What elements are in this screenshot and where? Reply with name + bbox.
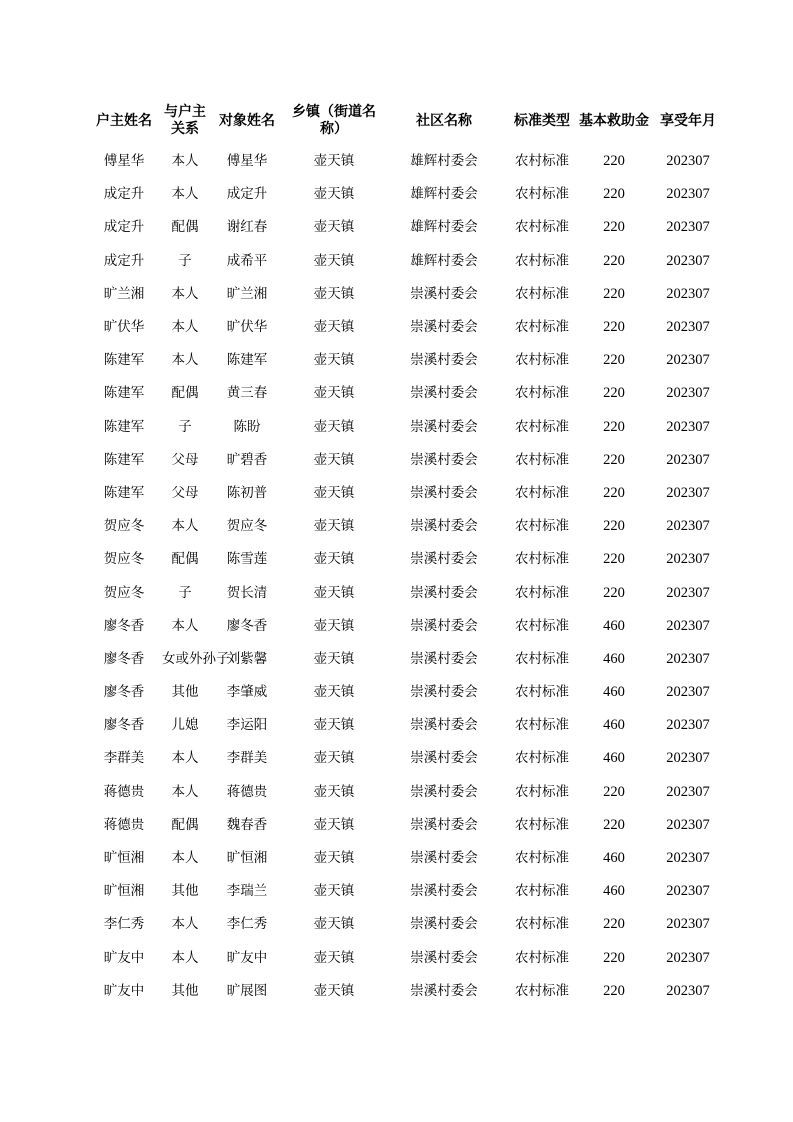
cell-month: 202307	[666, 385, 710, 402]
cell-huzhu: 旷恒湘	[103, 883, 145, 900]
cell-standard: 农村标准	[515, 717, 569, 734]
cell-amount: 460	[603, 750, 625, 767]
cell-object: 傅星华	[226, 153, 268, 170]
table-row	[86, 245, 726, 278]
cell-standard: 农村标准	[515, 584, 569, 601]
cell-amount: 220	[603, 219, 625, 236]
cell-amount: 220	[603, 252, 625, 269]
cell-month: 202307	[666, 252, 710, 269]
cell-huzhu: 陈建军	[103, 451, 145, 468]
cell-huzhu: 蒋德贵	[103, 816, 145, 833]
cell-standard: 农村标准	[515, 285, 569, 302]
cell-amount: 220	[603, 783, 625, 800]
cell-standard: 农村标准	[515, 816, 569, 833]
cell-month: 202307	[666, 186, 710, 203]
cell-town: 壶天镇	[313, 219, 355, 236]
cell-month: 202307	[666, 451, 710, 468]
cell-object: 旷友中	[226, 949, 268, 966]
cell-object: 刘紫馨	[226, 650, 268, 667]
table-row	[86, 145, 726, 178]
cell-huzhu: 旷友中	[103, 949, 145, 966]
cell-community: 雄辉村委会	[410, 153, 478, 170]
cell-object: 旷碧香	[226, 451, 268, 468]
table-header	[86, 97, 726, 145]
cell-relation: 其他	[171, 883, 199, 900]
cell-standard: 农村标准	[515, 418, 569, 435]
cell-month: 202307	[666, 916, 710, 933]
cell-month: 202307	[666, 783, 710, 800]
cell-amount: 220	[603, 816, 625, 833]
cell-month: 202307	[666, 352, 710, 369]
table-row	[86, 776, 726, 809]
table-row	[86, 842, 726, 875]
cell-community: 崇溪村委会	[410, 418, 478, 435]
cell-amount: 220	[603, 418, 625, 435]
cell-standard: 农村标准	[515, 319, 569, 336]
cell-standard: 农村标准	[515, 916, 569, 933]
header-community: 社区名称	[416, 112, 472, 129]
cell-standard: 农村标准	[515, 949, 569, 966]
cell-community: 崇溪村委会	[410, 883, 478, 900]
table-row	[86, 444, 726, 477]
cell-relation: 父母	[171, 451, 199, 468]
cell-town: 壶天镇	[313, 319, 355, 336]
cell-relation: 本人	[171, 518, 199, 535]
cell-huzhu: 陈建军	[103, 484, 145, 501]
cell-month: 202307	[666, 484, 710, 501]
cell-town: 壶天镇	[313, 551, 355, 568]
cell-huzhu: 蒋德贵	[103, 783, 145, 800]
cell-town: 壶天镇	[313, 186, 355, 203]
cell-amount: 220	[603, 584, 625, 601]
table-row	[86, 676, 726, 709]
cell-month: 202307	[666, 650, 710, 667]
cell-standard: 农村标准	[515, 352, 569, 369]
cell-town: 壶天镇	[313, 949, 355, 966]
cell-month: 202307	[666, 551, 710, 568]
cell-month: 202307	[666, 949, 710, 966]
cell-town: 壶天镇	[313, 684, 355, 701]
table-row	[86, 178, 726, 211]
cell-community: 雄辉村委会	[410, 186, 478, 203]
table-row	[86, 709, 726, 742]
cell-object: 魏春香	[226, 816, 268, 833]
cell-huzhu: 成定升	[103, 219, 145, 236]
cell-community: 崇溪村委会	[410, 385, 478, 402]
cell-huzhu: 陈建军	[103, 352, 145, 369]
cell-town: 壶天镇	[313, 617, 355, 634]
cell-town: 壶天镇	[313, 850, 355, 867]
cell-month: 202307	[666, 584, 710, 601]
cell-standard: 农村标准	[515, 850, 569, 867]
cell-huzhu: 廖冬香	[103, 717, 145, 734]
header-huzhu: 户主姓名	[96, 112, 152, 129]
table-row	[86, 875, 726, 908]
cell-community: 崇溪村委会	[410, 285, 478, 302]
table-row	[86, 543, 726, 576]
cell-object: 成定升	[226, 186, 268, 203]
cell-town: 壶天镇	[313, 484, 355, 501]
cell-month: 202307	[666, 750, 710, 767]
cell-town: 壶天镇	[313, 650, 355, 667]
cell-object: 贺长清	[226, 584, 268, 601]
table-row	[86, 975, 726, 1008]
cell-town: 壶天镇	[313, 783, 355, 800]
cell-amount: 460	[603, 684, 625, 701]
cell-relation: 其他	[171, 684, 199, 701]
cell-standard: 农村标准	[515, 684, 569, 701]
cell-object: 旷兰湘	[226, 285, 268, 302]
table-row	[86, 211, 726, 244]
cell-relation: 本人	[171, 352, 199, 369]
cell-community: 崇溪村委会	[410, 684, 478, 701]
cell-object: 李群美	[226, 750, 268, 767]
cell-month: 202307	[666, 617, 710, 634]
table-row	[86, 411, 726, 444]
cell-community: 崇溪村委会	[410, 484, 478, 501]
table-row	[86, 278, 726, 311]
cell-standard: 农村标准	[515, 883, 569, 900]
cell-relation: 子	[178, 418, 192, 435]
cell-town: 壶天镇	[313, 883, 355, 900]
cell-month: 202307	[666, 518, 710, 535]
cell-month: 202307	[666, 684, 710, 701]
cell-month: 202307	[666, 219, 710, 236]
cell-standard: 农村标准	[515, 484, 569, 501]
cell-object: 李瑞兰	[226, 883, 268, 900]
cell-huzhu: 旷兰湘	[103, 285, 145, 302]
cell-relation: 本人	[171, 186, 199, 203]
cell-object: 陈建军	[226, 352, 268, 369]
cell-relation: 本人	[171, 319, 199, 336]
cell-object: 贺应冬	[226, 518, 268, 535]
header-standard: 标准类型	[514, 112, 570, 129]
cell-standard: 农村标准	[515, 783, 569, 800]
cell-standard: 农村标准	[515, 518, 569, 535]
cell-community: 雄辉村委会	[410, 252, 478, 269]
cell-standard: 农村标准	[515, 219, 569, 236]
table-row	[86, 477, 726, 510]
table-row	[86, 942, 726, 975]
cell-town: 壶天镇	[313, 153, 355, 170]
header-object: 对象姓名	[219, 112, 275, 129]
cell-huzhu: 旷恒湘	[103, 850, 145, 867]
table-row	[86, 809, 726, 842]
cell-town: 壶天镇	[313, 285, 355, 302]
cell-huzhu: 成定升	[103, 252, 145, 269]
cell-amount: 220	[603, 352, 625, 369]
cell-amount: 220	[603, 385, 625, 402]
cell-relation: 配偶	[171, 219, 199, 236]
table-row	[86, 908, 726, 941]
cell-relation: 配偶	[171, 816, 199, 833]
cell-huzhu: 陈建军	[103, 418, 145, 435]
cell-amount: 460	[603, 617, 625, 634]
cell-standard: 农村标准	[515, 750, 569, 767]
cell-community: 崇溪村委会	[410, 850, 478, 867]
cell-standard: 农村标准	[515, 650, 569, 667]
cell-community: 崇溪村委会	[410, 319, 478, 336]
cell-town: 壶天镇	[313, 451, 355, 468]
cell-huzhu: 陈建军	[103, 385, 145, 402]
cell-amount: 220	[603, 153, 625, 170]
cell-town: 壶天镇	[313, 816, 355, 833]
cell-town: 壶天镇	[313, 750, 355, 767]
cell-amount: 220	[603, 518, 625, 535]
cell-relation: 本人	[171, 285, 199, 302]
cell-community: 崇溪村委会	[410, 982, 478, 999]
cell-month: 202307	[666, 418, 710, 435]
cell-community: 崇溪村委会	[410, 949, 478, 966]
cell-huzhu: 廖冬香	[103, 650, 145, 667]
cell-relation: 配偶	[171, 551, 199, 568]
cell-community: 崇溪村委会	[410, 551, 478, 568]
cell-community: 崇溪村委会	[410, 451, 478, 468]
cell-object: 陈雪莲	[226, 551, 268, 568]
cell-amount: 220	[603, 916, 625, 933]
cell-amount: 460	[603, 883, 625, 900]
cell-amount: 220	[603, 451, 625, 468]
cell-amount: 460	[603, 850, 625, 867]
cell-huzhu: 旷伏华	[103, 319, 145, 336]
cell-town: 壶天镇	[313, 352, 355, 369]
cell-month: 202307	[666, 285, 710, 302]
cell-object: 李肇威	[226, 684, 268, 701]
cell-amount: 220	[603, 484, 625, 501]
cell-standard: 农村标准	[515, 252, 569, 269]
cell-relation: 本人	[171, 153, 199, 170]
table-body	[86, 145, 726, 1008]
cell-huzhu: 成定升	[103, 186, 145, 203]
cell-object: 李运阳	[226, 717, 268, 734]
cell-relation: 子	[178, 584, 192, 601]
cell-huzhu: 李群美	[103, 750, 145, 767]
cell-relation: 本人	[171, 783, 199, 800]
cell-amount: 220	[603, 949, 625, 966]
cell-relation: 本人	[171, 750, 199, 767]
cell-community: 崇溪村委会	[410, 518, 478, 535]
cell-town: 壶天镇	[313, 717, 355, 734]
header-town: 乡镇（街道名称）	[292, 104, 376, 137]
cell-community: 崇溪村委会	[410, 717, 478, 734]
cell-relation: 子	[178, 252, 192, 269]
cell-month: 202307	[666, 982, 710, 999]
cell-community: 崇溪村委会	[410, 584, 478, 601]
cell-relation: 女或外孙子	[162, 650, 230, 667]
cell-amount: 220	[603, 319, 625, 336]
header-relation: 与户主关系	[164, 104, 206, 137]
cell-community: 崇溪村委会	[410, 352, 478, 369]
table-row	[86, 742, 726, 775]
cell-standard: 农村标准	[515, 385, 569, 402]
cell-object: 旷伏华	[226, 319, 268, 336]
cell-relation: 本人	[171, 916, 199, 933]
cell-amount: 220	[603, 285, 625, 302]
cell-community: 崇溪村委会	[410, 650, 478, 667]
cell-town: 壶天镇	[313, 385, 355, 402]
cell-huzhu: 贺应冬	[103, 551, 145, 568]
cell-object: 成希平	[226, 252, 268, 269]
cell-huzhu: 廖冬香	[103, 617, 145, 634]
table-row	[86, 344, 726, 377]
cell-amount: 460	[603, 717, 625, 734]
cell-huzhu: 贺应冬	[103, 584, 145, 601]
table-row	[86, 610, 726, 643]
cell-object: 黄三春	[226, 385, 268, 402]
cell-relation: 本人	[171, 949, 199, 966]
cell-amount: 460	[603, 650, 625, 667]
table-row	[86, 377, 726, 410]
cell-community: 崇溪村委会	[410, 816, 478, 833]
cell-month: 202307	[666, 883, 710, 900]
cell-town: 壶天镇	[313, 916, 355, 933]
cell-huzhu: 廖冬香	[103, 684, 145, 701]
cell-object: 蒋德贵	[226, 783, 268, 800]
cell-month: 202307	[666, 850, 710, 867]
cell-community: 崇溪村委会	[410, 617, 478, 634]
table-row	[86, 311, 726, 344]
header-amount: 基本救助金	[579, 112, 649, 129]
cell-standard: 农村标准	[515, 982, 569, 999]
cell-object: 陈初普	[226, 484, 268, 501]
cell-month: 202307	[666, 816, 710, 833]
cell-standard: 农村标准	[515, 186, 569, 203]
cell-relation: 父母	[171, 484, 199, 501]
cell-huzhu: 傅星华	[103, 153, 145, 170]
cell-month: 202307	[666, 319, 710, 336]
cell-community: 崇溪村委会	[410, 916, 478, 933]
cell-town: 壶天镇	[313, 252, 355, 269]
cell-town: 壶天镇	[313, 418, 355, 435]
cell-relation: 本人	[171, 617, 199, 634]
cell-relation: 配偶	[171, 385, 199, 402]
header-month: 享受年月	[660, 112, 716, 129]
cell-object: 李仁秀	[226, 916, 268, 933]
cell-standard: 农村标准	[515, 451, 569, 468]
cell-town: 壶天镇	[313, 518, 355, 535]
table-row	[86, 576, 726, 609]
cell-relation: 儿媳	[171, 717, 199, 734]
cell-amount: 220	[603, 551, 625, 568]
cell-huzhu: 贺应冬	[103, 518, 145, 535]
cell-town: 壶天镇	[313, 982, 355, 999]
cell-standard: 农村标准	[515, 551, 569, 568]
cell-relation: 其他	[171, 982, 199, 999]
cell-object: 谢红春	[226, 219, 268, 236]
cell-standard: 农村标准	[515, 617, 569, 634]
cell-huzhu: 李仁秀	[103, 916, 145, 933]
cell-month: 202307	[666, 717, 710, 734]
cell-object: 旷展图	[226, 982, 268, 999]
cell-amount: 220	[603, 186, 625, 203]
cell-month: 202307	[666, 153, 710, 170]
cell-community: 崇溪村委会	[410, 750, 478, 767]
cell-object: 廖冬香	[226, 617, 268, 634]
cell-object: 陈盼	[233, 418, 261, 435]
cell-relation: 本人	[171, 850, 199, 867]
table-row	[86, 643, 726, 676]
cell-huzhu: 旷友中	[103, 982, 145, 999]
cell-amount: 220	[603, 982, 625, 999]
cell-community: 雄辉村委会	[410, 219, 478, 236]
cell-town: 壶天镇	[313, 584, 355, 601]
cell-standard: 农村标准	[515, 153, 569, 170]
cell-object: 旷恒湘	[226, 850, 268, 867]
relief-table	[86, 97, 726, 1008]
cell-community: 崇溪村委会	[410, 783, 478, 800]
table-row	[86, 510, 726, 543]
